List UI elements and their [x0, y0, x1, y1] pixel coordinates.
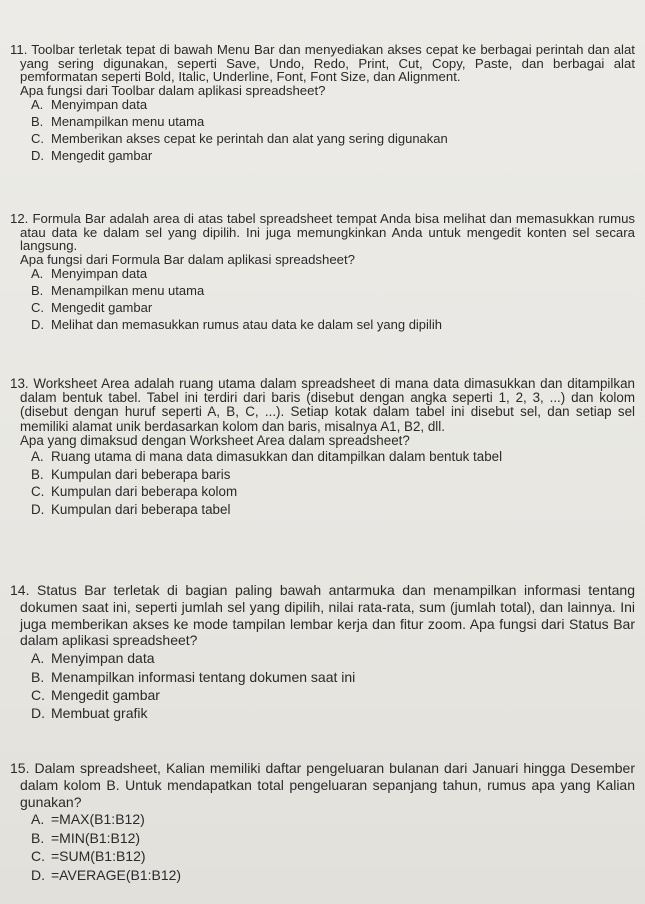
question-12-options: [10, 266, 635, 333]
question-15-options: [10, 810, 635, 884]
option-c[interactable]: [31, 131, 635, 148]
question-13-ask: Apa yang dimaksud dengan Worksheet Area dalam spreadsheet?: [20, 432, 410, 448]
question-12-text: [10, 212, 635, 253]
option-letter: A.: [31, 449, 44, 465]
question-11-text: [10, 43, 635, 84]
option-letter: B.: [31, 283, 44, 299]
option-letter: C.: [31, 299, 44, 315]
option-letter: C.: [31, 848, 45, 865]
question-15-text: [10, 760, 635, 810]
option-letter: D.: [31, 705, 45, 722]
option-d[interactable]: [31, 317, 635, 334]
option-letter: A.: [31, 811, 45, 828]
option-b[interactable]: [31, 668, 635, 686]
question-number: 11.: [10, 42, 28, 57]
option-letter: A.: [31, 266, 44, 282]
option-d[interactable]: [31, 704, 635, 722]
question-13: [10, 377, 635, 518]
option-text: Kumpulan dari beberapa tabel: [51, 501, 231, 517]
option-a[interactable]: [31, 448, 635, 466]
option-letter: C.: [31, 687, 45, 703]
option-text: Membuat grafik: [51, 705, 148, 722]
question-12-ask: Apa fungsi dari Formula Bar dalam aplikasi spreadsheet?: [20, 251, 355, 267]
question-13-text: [10, 377, 635, 434]
question-11-options: [10, 97, 635, 164]
option-text: Melihat dan memasukkan rumus atau data ke dalam sel yang dipilih: [51, 316, 442, 332]
option-text: Mengedit gambar: [51, 299, 153, 315]
option-d[interactable]: [31, 866, 635, 884]
option-c[interactable]: [31, 847, 635, 865]
option-text: Ruang utama di mana data dimasukkan dan ditampilkan dalam bentuk tabel: [51, 449, 503, 465]
option-b[interactable]: [31, 283, 635, 300]
question-14-options: [10, 649, 635, 723]
option-text: Mengedit gambar: [51, 687, 160, 703]
option-letter: D.: [31, 501, 45, 517]
option-text: Menyimpan data: [51, 650, 155, 667]
option-a[interactable]: [31, 649, 635, 667]
question-15: [10, 760, 635, 884]
option-text: =MAX(B1:B12): [51, 811, 145, 828]
option-a[interactable]: [31, 810, 635, 828]
question-12: [10, 212, 635, 334]
option-c[interactable]: [31, 686, 635, 704]
question-14-text: [10, 582, 635, 649]
option-letter: D.: [31, 866, 45, 883]
question-body: Toolbar terletak tepat di bawah Menu Bar dan menyediakan akses cepat ke berbagai perintah dan alat yang sering digunakan, seperti Save, Undo, Redo, Print, Cut, Copy, Paste, dan berbagai alat pemformatan seperti Bold, Italic, Underline, Font, Font Size, dan Alignment.: [20, 42, 635, 85]
option-a[interactable]: [31, 266, 635, 283]
question-11: [10, 43, 635, 165]
option-text: Menampilkan informasi tentang dokumen saat ini: [51, 668, 356, 685]
question-number: 12.: [10, 211, 29, 226]
option-letter: A.: [31, 650, 45, 667]
option-letter: B.: [31, 668, 45, 685]
option-text: Menyimpan data: [51, 266, 148, 282]
option-b[interactable]: [31, 466, 635, 484]
option-d[interactable]: [31, 501, 635, 519]
option-text: =SUM(B1:B12): [51, 848, 146, 865]
option-text: =MIN(B1:B12): [51, 829, 141, 846]
option-b[interactable]: [31, 829, 635, 847]
option-letter: C.: [31, 484, 45, 500]
option-a[interactable]: [31, 97, 635, 114]
question-number: 14.: [10, 582, 30, 598]
question-body: Formula Bar adalah area di atas tabel spreadsheet tempat Anda bisa melihat dan memasukkan rumus atau data ke dalam sel yang dipilih. Ini juga memungkinkan Anda untuk mengedit konten sel secara langsung.: [20, 211, 636, 254]
question-13-options: [10, 448, 635, 518]
option-c[interactable]: [31, 483, 635, 501]
question-11-ask: Apa fungsi dari Toolbar dalam aplikasi spreadsheet?: [20, 82, 326, 98]
option-letter: C.: [31, 130, 44, 146]
option-d[interactable]: [31, 148, 635, 165]
option-letter: B.: [31, 114, 44, 130]
option-text: Kumpulan dari beberapa baris: [51, 466, 231, 482]
option-text: Menampilkan menu utama: [51, 114, 205, 130]
option-c[interactable]: [31, 300, 635, 317]
question-14: [10, 582, 635, 723]
option-text: Mengedit gambar: [51, 147, 153, 163]
option-letter: A.: [31, 97, 44, 113]
option-letter: B.: [31, 829, 45, 846]
option-text: Memberikan akses cepat ke perintah dan alat yang sering digunakan: [51, 130, 448, 146]
option-letter: D.: [31, 147, 44, 163]
option-letter: D.: [31, 316, 44, 332]
option-text: =AVERAGE(B1:B12): [51, 866, 182, 883]
option-text: Menampilkan menu utama: [51, 283, 205, 299]
question-body: Dalam spreadsheet, Kalian memiliki daftar pengeluaran bulanan dari Januari hingga Desember dalam kolom B. Untuk mendapatkan total pengeluaran sepanjang tahun, rumus apa yang Kalian gunakan?: [20, 760, 635, 810]
option-text: Kumpulan dari beberapa kolom: [51, 484, 238, 500]
question-body: Status Bar terletak di bagian paling bawah antarmuka dan menampilkan informasi tentang dokumen saat ini, seperti jumlah sel yang dipilih, nilai rata-rata, sum (jumlah total), dan lainnya. Ini juga memberikan akses ke mode tampilan lembar kerja dan fitur zoom. Apa fungsi dari Status Bar dalam aplikasi spreadsheet?: [20, 582, 636, 649]
question-number: 15.: [10, 760, 30, 776]
option-b[interactable]: [31, 114, 635, 131]
question-body: Worksheet Area adalah ruang utama dalam spreadsheet di mana data dimasukkan dan ditampilkan dalam bentuk tabel. Tabel ini terdiri dari baris (disebut dengan angka seperti 1, 2, 3, ...) dan kolom (disebut dengan huruf seperti A, B, C, ...). Setiap kotak dalam tabel ini disebut sel, dan setiap sel memiliki alamat unik berdasarkan kolom dan baris, misalnya A1, B2, dll.: [20, 376, 635, 434]
question-number: 13.: [10, 376, 29, 391]
option-letter: B.: [31, 466, 44, 482]
option-text: Menyimpan data: [51, 97, 148, 113]
